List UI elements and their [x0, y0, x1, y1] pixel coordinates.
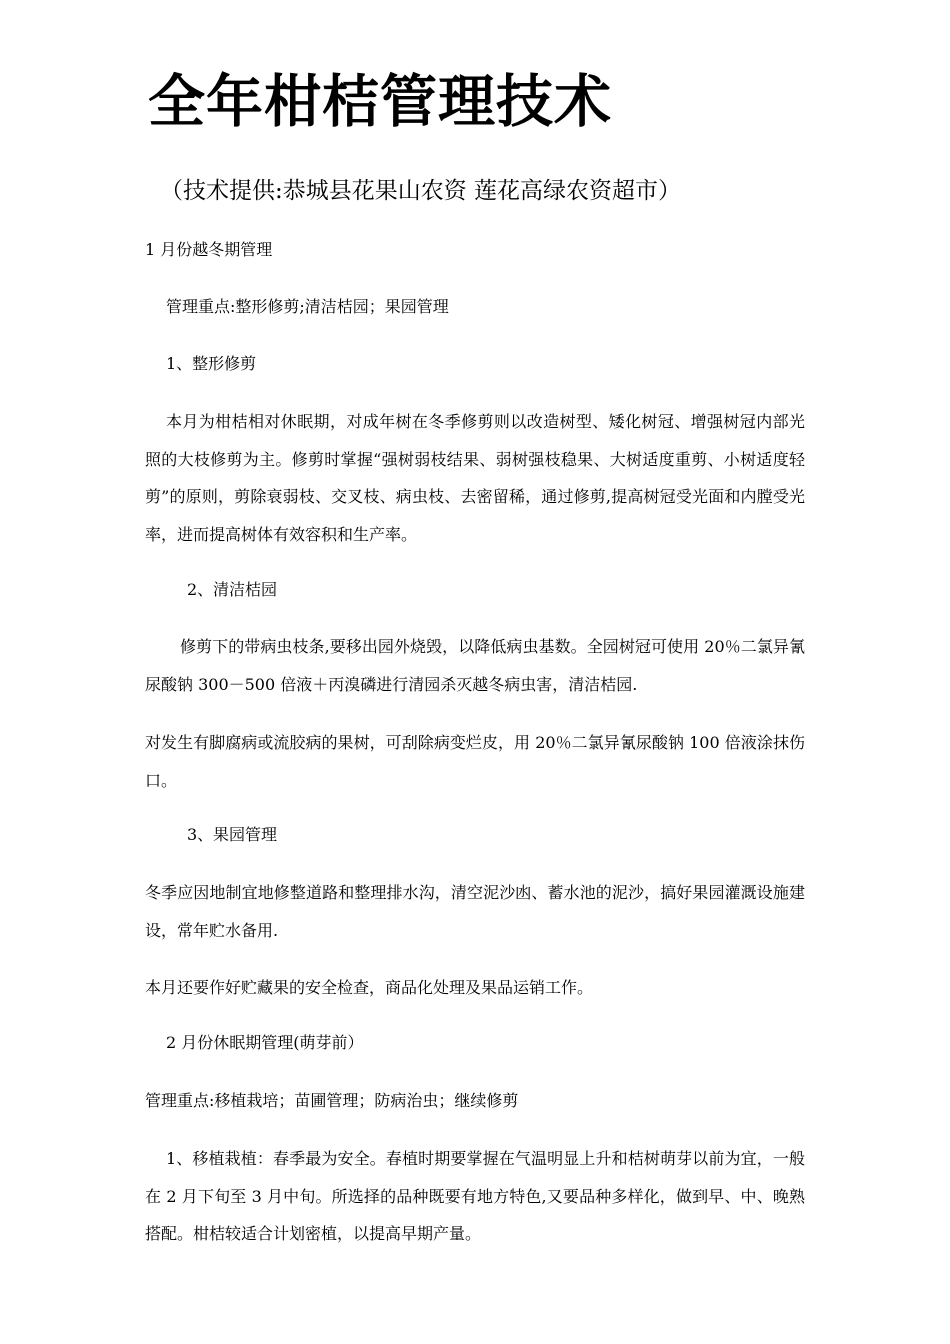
- section-heading-january: 1 月份越冬期管理: [145, 240, 273, 259]
- january-item-3-title: [145, 822, 805, 848]
- january-item-2-paragraph-1: 修剪下的带病虫枝条,要移出园外烧毁，以降低病虫基数。全园树冠可使用 20％二氯异氰尿酸钠 300－500 倍液＋丙溴磷进行清园杀灭越冬病虫害，清洁桔园.: [145, 637, 805, 694]
- january-item-3-number: 3、: [187, 825, 214, 844]
- section-heading-february: 2 月份休眠期管理(萌芽前）: [166, 1033, 364, 1052]
- january-item-2-title: [145, 577, 805, 603]
- january-item-2-paragraph-2: 对发生有脚腐病或流胶病的果树，可刮除病变烂皮，用 20％二氯异氰尿酸钠 100 倍液涂抹伤口。: [145, 733, 805, 790]
- january-item-2-label: 清洁桔园: [213, 580, 278, 599]
- january-item-1-paragraph: 本月为柑桔相对休眠期，对成年树在冬季修剪则以改造树型、矮化树冠、增强树冠内部光照的大枝修剪为主。修剪时掌握“强树弱枝结果、弱树强枝稳果、大树适度重剪、小树适度轻剪”的原则，剪除衰弱枝、交叉枝、病虫枝、去密留稀，通过修剪,提高树冠受光面和内膛受光率，进而提高树体有效容积和生产率。: [145, 412, 805, 544]
- january-item-3-paragraph-2: 本月还要作好贮藏果的安全检查，商品化处理及果品运销工作。: [145, 978, 594, 997]
- january-item-2-number: 2、: [187, 580, 214, 599]
- february-management-focus: 管理重点:移植栽培；苗圃管理；防病治虫；继续修剪: [145, 1091, 519, 1110]
- january-item-3-paragraph-1: 冬季应因地制宜地修整道路和整理排水沟，清空泥沙凼、蓄水池的泥沙，搞好果园灌溉设施建设，常年贮水备用.: [145, 883, 805, 940]
- february-item-1-paragraph: 1、移植栽植：春季最为安全。春植时期要掌握在气温明显上升和桔树萌芽以前为宜，一般在 2 月下旬至 3 月中旬。所选择的品种既要有地方特色,又要品种多样化，做到早、中、晚熟搭配。柑桔较适合计划密植，以提高早期产量。: [145, 1149, 805, 1243]
- document-title: 全年柑桔管理技术: [148, 68, 612, 135]
- january-management-focus: 管理重点:整形修剪;清洁桔园；果园管理: [166, 297, 449, 316]
- january-item-1-title: 1、整形修剪: [166, 354, 257, 373]
- january-item-3-label: 果园管理: [213, 825, 278, 844]
- document-subtitle: （技术提供:恭城县花果山农资 莲花高绿农资超市）: [160, 178, 682, 204]
